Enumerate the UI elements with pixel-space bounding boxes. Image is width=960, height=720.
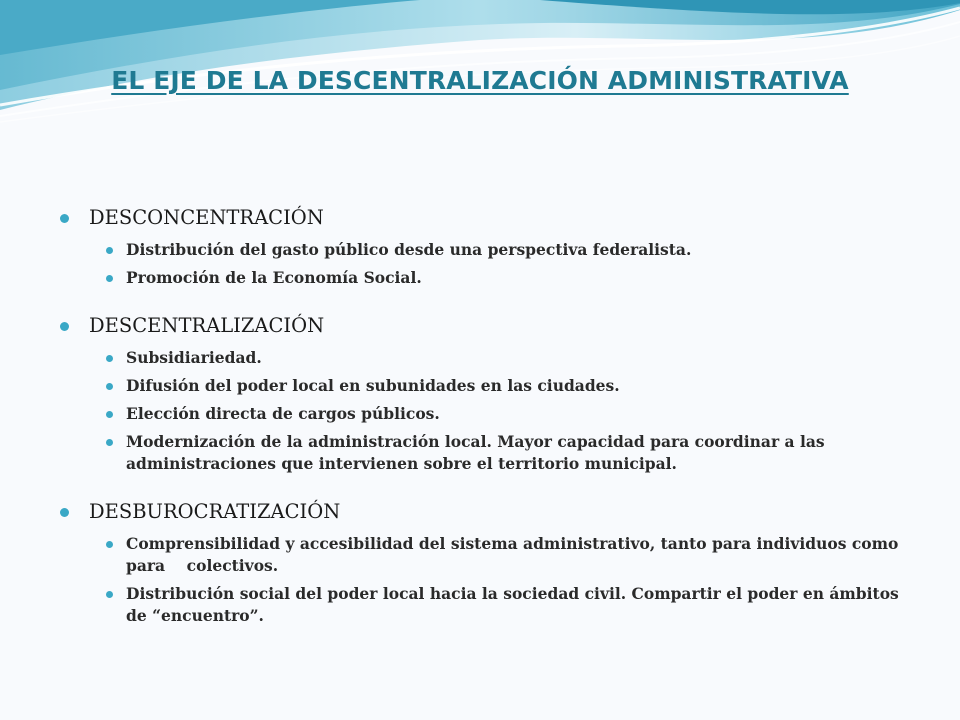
list-item-text: Modernización de la administración local. Mayor capacidad para coordinar a las administraciones que intervienen sobre el territorio municipal.: [126, 432, 825, 473]
list-item: [103, 239, 905, 261]
slide-content: [60, 203, 905, 627]
bullet-icon: [60, 508, 69, 517]
slide-title: EL EJE DE LA DESCENTRALIZACIÓN ADMINISTRATIVA: [111, 66, 849, 95]
list-item-text: Comprensibilidad y accesibilidad del sistema administrativo, tanto para individuos como para colectivos.: [126, 534, 904, 575]
list-item-text: Elección directa de cargos públicos.: [126, 404, 440, 423]
section-heading-text: DESCENTRALIZACIÓN: [89, 314, 325, 337]
section-descentralizacion: [60, 311, 905, 475]
section-desburocratizacion: [60, 497, 905, 627]
section-heading-text: DESCONCENTRACIÓN: [89, 206, 324, 229]
bullet-icon: [106, 439, 113, 446]
list-item-text: Difusión del poder local en subunidades en las ciudades.: [126, 376, 620, 395]
list-item-text: Subsidiariedad.: [126, 348, 262, 367]
list-item: [103, 267, 905, 289]
list-item-text: Distribución social del poder local hacia la sociedad civil. Compartir el poder en ámbitos de “encuentro”.: [126, 584, 899, 625]
list-item: [103, 533, 905, 577]
section-heading: [60, 311, 905, 341]
list-item: [103, 347, 905, 369]
list-item: [103, 583, 905, 627]
list-item: [103, 403, 905, 425]
bullet-icon: [60, 214, 69, 223]
bullet-icon: [106, 275, 113, 282]
bullet-icon: [106, 355, 113, 362]
bullet-icon: [106, 247, 113, 254]
list-item: [103, 375, 905, 397]
bullet-list: [60, 347, 905, 475]
list-item-text: Promoción de la Economía Social.: [126, 268, 422, 287]
section-desconcentracion: [60, 203, 905, 289]
bullet-icon: [106, 541, 113, 548]
bullet-list: [60, 239, 905, 289]
bullet-icon: [106, 591, 113, 598]
bullet-icon: [106, 411, 113, 418]
section-heading: [60, 497, 905, 527]
section-heading: [60, 203, 905, 233]
bullet-list: [60, 533, 905, 627]
decorative-wave-header: [0, 0, 960, 130]
list-item-text: Distribución del gasto público desde una perspectiva federalista.: [126, 240, 692, 259]
list-item: [103, 431, 905, 475]
section-heading-text: DESBUROCRATIZACIÓN: [89, 500, 341, 523]
bullet-icon: [60, 322, 69, 331]
bullet-icon: [106, 383, 113, 390]
